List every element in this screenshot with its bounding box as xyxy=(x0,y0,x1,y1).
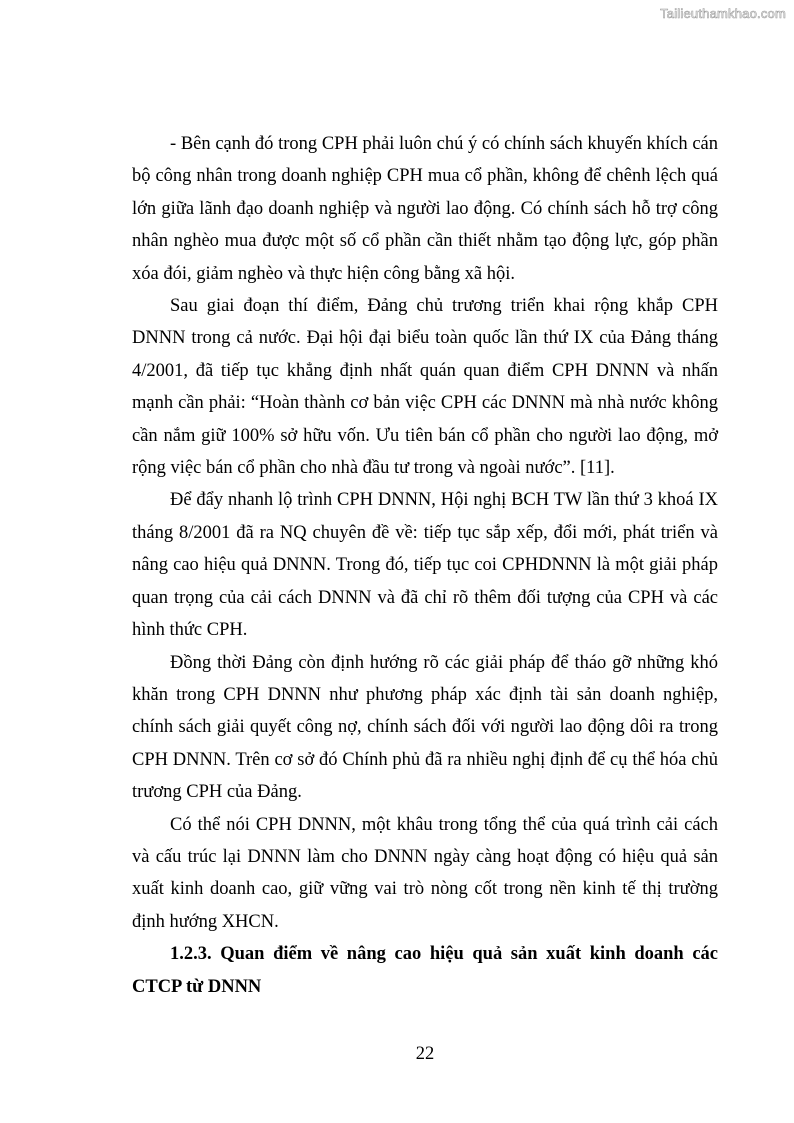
paragraph-4: Đồng thời Đảng còn định hướng rõ các giải pháp để tháo gỡ những khó khăn trong CPH DNNN như phương pháp xác định tài sản doanh nghiệp, chính sách giải quyết công nợ, chính sách đối với người lao động dôi ra trong CPH DNNN. Trên cơ sở đó Chính phủ đã ra nhiều nghị định để cụ thể hóa chủ trương CPH của Đảng. xyxy=(132,652,718,803)
paragraph-1: - Bên cạnh đó trong CPH phải luôn chú ý có chính sách khuyến khích cán bộ công nhân trong doanh nghiệp CPH mua cổ phần, không để chênh lệch quá lớn giữa lãnh đạo doanh nghiệp và người lao động. Có chính sách hỗ trợ công nhân nghèo mua được một số cổ phần cần thiết nhằm tạo động lực, góp phần xóa đói, giảm nghèo và thực hiện công bằng xã hội. xyxy=(132,134,718,284)
paragraph-3: Để đẩy nhanh lộ trình CPH DNNN, Hội nghị BCH TW lần thứ 3 khoá IX tháng 8/2001 đã ra NQ chuyên đề về: tiếp tục sắp xếp, đổi mới, phát triển và nâng cao hiệu quả DNNN. Trong đó, tiếp tục coi CPHDNNN là một giải pháp quan trọng của cải cách DNNN và đã chỉ rõ thêm đối tượng của CPH và các hình thức CPH. xyxy=(132,490,718,641)
paragraph-2: Sau giai đoạn thí điểm, Đảng chủ trương triển khai rộng khắp CPH DNNN trong cả nước. Đại hội đại biểu toàn quốc lần thứ IX của Đảng tháng 4/2001, đã tiếp tục khẳng định nhất quán quan điểm CPH DNNN và nhấn mạnh cần phải: “Hoàn thành cơ bản việc CPH các DNNN mà nhà nước không cần nắm giữ 100% sở hữu vốn. Ưu tiên bán cổ phần cho người lao động, mở rộng việc bán cổ phần cho nhà đầu tư trong và ngoài nước”. [11]. xyxy=(132,296,718,479)
paragraph-5: Có thể nói CPH DNNN, một khâu trong tổng thể của quá trình cải cách và cấu trúc lại DNNN làm cho DNNN ngày càng hoạt động có hiệu quả sản xuất kinh doanh cao, giữ vững vai trò nòng cốt trong nền kinh tế thị trường định hướng XHCN. xyxy=(132,814,718,932)
section-heading: 1.2.3. Quan điểm về nâng cao hiệu quả sản xuất kinh doanh các CTCP từ DNNN xyxy=(132,944,718,997)
document-body xyxy=(132,128,718,1003)
page-number: 22 xyxy=(415,1044,435,1064)
watermark-text: Tailieuthamkhao.com xyxy=(660,6,786,21)
